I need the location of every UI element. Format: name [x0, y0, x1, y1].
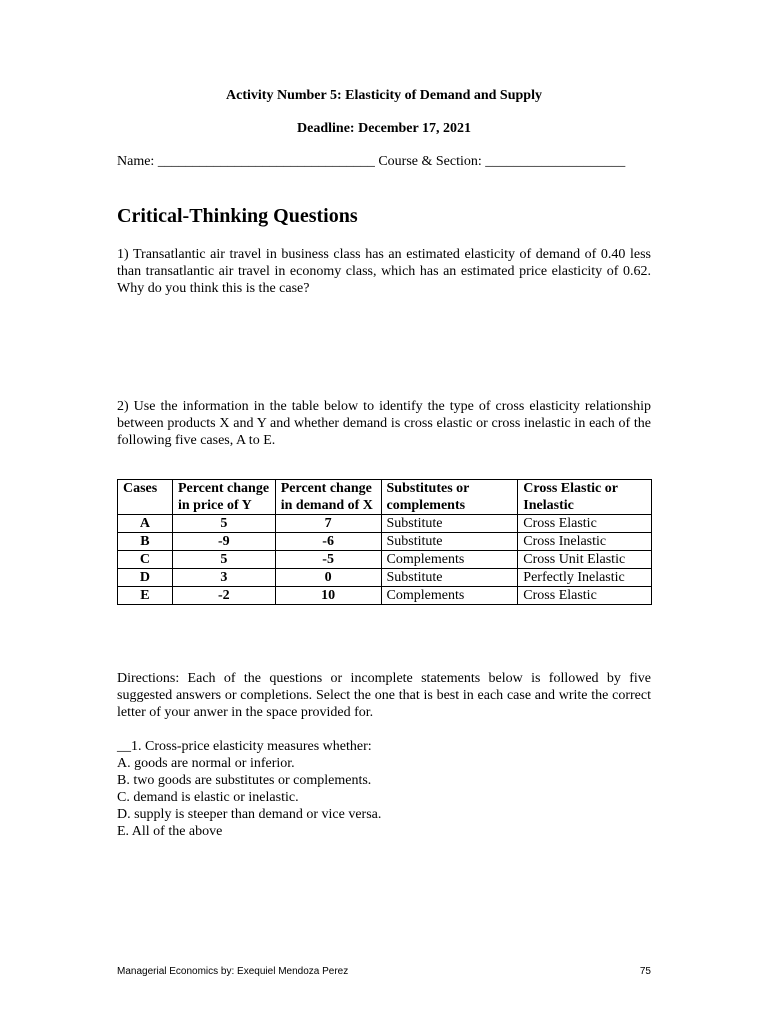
table-header-cell: Substitutes or complements	[381, 480, 518, 515]
demand-change: 10	[275, 587, 381, 605]
table-header-row	[118, 480, 652, 515]
case-label: C	[118, 551, 173, 569]
mcq-question-1	[117, 738, 381, 840]
elasticity-type: Cross Elastic	[518, 587, 652, 605]
mcq-option: B. two goods are substitutes or complements.	[117, 773, 372, 788]
price-change: 3	[172, 569, 275, 587]
table-header-cell: Cross Elastic or Inelastic	[518, 480, 652, 515]
price-change: 5	[172, 515, 275, 533]
table-row	[118, 551, 652, 569]
question-1: 1) Transatlantic air travel in business class has an estimated elasticity of demand of 0.40 less than transatlantic air travel in economy class, which has an estimated price elasticity of 0.62. Why do you think this is the case?	[117, 247, 651, 296]
table-header-cell: Percent change in price of Y	[172, 480, 275, 515]
case-label: D	[118, 569, 173, 587]
mcq-option: D. supply is steeper than demand or vice versa.	[117, 807, 382, 822]
demand-change: -6	[275, 533, 381, 551]
relationship: Substitute	[381, 515, 518, 533]
relationship: Complements	[381, 551, 518, 569]
table-header-cell: Percent change in demand of X	[275, 480, 381, 515]
case-label: A	[118, 515, 173, 533]
case-label: B	[118, 533, 173, 551]
table-row	[118, 569, 652, 587]
elasticity-type: Cross Inelastic	[518, 533, 652, 551]
relationship: Substitute	[381, 533, 518, 551]
mcq-option: A. goods are normal or inferior.	[117, 756, 295, 771]
elasticity-type: Cross Unit Elastic	[518, 551, 652, 569]
footer-author: Managerial Economics by: Exequiel Mendoza Perez	[117, 966, 349, 977]
deadline: Deadline: December 17, 2021	[297, 121, 471, 136]
demand-change: -5	[275, 551, 381, 569]
price-change: -2	[172, 587, 275, 605]
case-label: E	[118, 587, 173, 605]
table-row	[118, 515, 652, 533]
mcq-option: E. All of the above	[117, 824, 223, 839]
price-change: -9	[172, 533, 275, 551]
page-number: 75	[639, 966, 651, 977]
name-course-line: Name: _______________________________ Course & Section: ____________________	[117, 154, 626, 169]
directions-text: Directions: Each of the questions or incomplete statements below is followed by five suggested answers or completions. Select the one that is best in each case and write the correct letter of your anwer in the space provided for.	[117, 671, 651, 720]
cross-elasticity-table	[117, 479, 652, 605]
elasticity-type: Perfectly Inelastic	[518, 569, 652, 587]
mcq-option: C. demand is elastic or inelastic.	[117, 790, 299, 805]
table-row	[118, 533, 652, 551]
demand-change: 0	[275, 569, 381, 587]
relationship: Substitute	[381, 569, 518, 587]
table-header-cell: Cases	[118, 480, 173, 515]
section-heading: Critical-Thinking Questions	[117, 205, 358, 227]
table-row	[118, 587, 652, 605]
mcq-stem: __1. Cross-price elasticity measures whether:	[117, 739, 372, 754]
relationship: Complements	[381, 587, 518, 605]
elasticity-type: Cross Elastic	[518, 515, 652, 533]
question-2: 2) Use the information in the table below to identify the type of cross elasticity relationship between products X and Y and whether demand is cross elastic or cross inelastic in each of the following five cases, A to E.	[117, 399, 651, 448]
activity-title: Activity Number 5: Elasticity of Demand and Supply	[226, 88, 542, 103]
price-change: 5	[172, 551, 275, 569]
demand-change: 7	[275, 515, 381, 533]
